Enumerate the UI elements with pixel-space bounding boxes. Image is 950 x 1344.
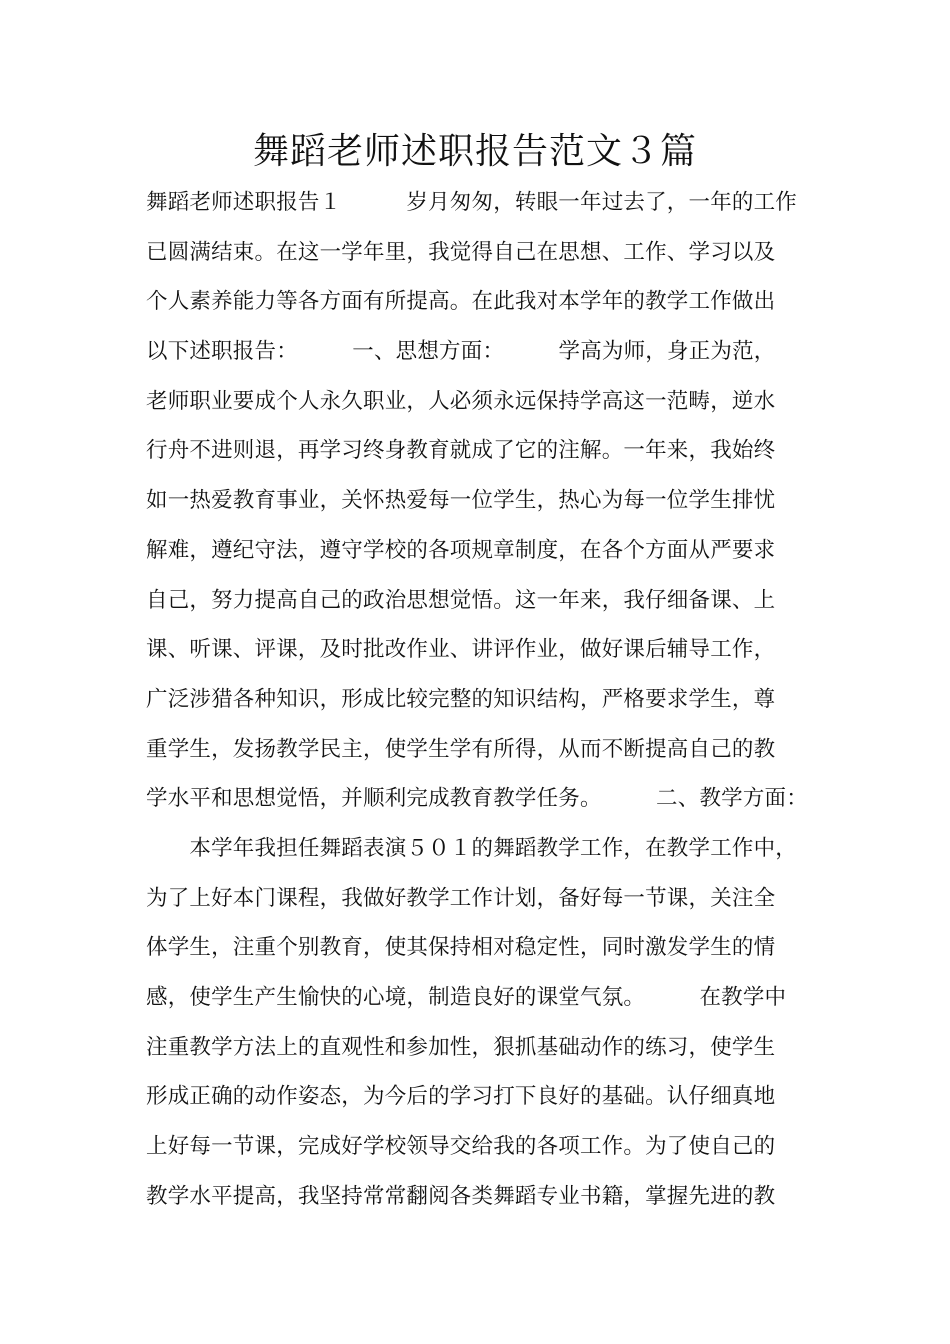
body-line: 个人素养能力等各方面有所提高。在此我对本学年的教学工作做出	[146, 289, 776, 315]
body-line: 以下述职报告： 一、思想方面： 学高为师，身正为范，	[146, 339, 776, 365]
body-line: 本学年我担任舞蹈表演５０１的舞蹈教学工作，在教学工作中，	[146, 835, 798, 861]
body-line: 广泛涉猎各种知识，形成比较完整的知识结构，严格要求学生，尊	[146, 686, 776, 712]
body-line: 体学生，注重个别教育，使其保持相对稳定性，同时激发学生的情	[146, 935, 776, 961]
body-line: 注重教学方法上的直观性和参加性，狠抓基础动作的练习，使学生	[146, 1034, 776, 1060]
body-line: 感，使学生产生愉快的心境，制造良好的课堂气氛。 在教学中	[146, 985, 787, 1010]
body-line: 舞蹈老师述职报告１ 岁月匆匆，转眼一年过去了，一年的工作	[146, 190, 798, 215]
document-title: 舞蹈老师述职报告范文３篇	[252, 131, 697, 172]
body-line: 重学生，发扬教学民主，使学生学有所得，从而不断提高自己的教	[146, 736, 776, 762]
body-line: 老师职业要成个人永久职业，人必须永远保持学高这一范畴，逆水	[146, 388, 776, 414]
body-line: 为了上好本门课程，我做好教学工作计划，备好每一节课，关注全	[146, 885, 776, 911]
body-line: 学水平和思想觉悟，并顺利完成教育教学任务。 二、教学方面：	[146, 786, 808, 812]
body-line: 解难，遵纪守法，遵守学校的各项规章制度，在各个方面从严要求	[146, 537, 776, 563]
body-line: 行舟不进则退，再学习终身教育就成了它的注解。一年来，我始终	[146, 438, 776, 464]
body-line: 已圆满结束。在这一学年里，我觉得自己在思想、工作、学习以及	[146, 239, 776, 265]
body-line: 上好每一节课，完成好学校领导交给我的各项工作。为了使自己的	[146, 1134, 776, 1160]
body-line: 课、听课、评课，及时批改作业、讲评作业，做好课后辅导工作，	[146, 637, 776, 663]
body-line: 如一热爱教育事业，关怀热爱每一位学生，热心为每一位学生排忧	[146, 488, 776, 514]
body-line: 教学水平提高，我坚持常常翻阅各类舞蹈专业书籍，掌握先进的教	[146, 1183, 776, 1209]
body-line: 形成正确的动作姿态，为今后的学习打下良好的基础。认仔细真地	[146, 1084, 776, 1110]
body-line: 自己，努力提高自己的政治思想觉悟。这一年来，我仔细备课、上	[146, 587, 776, 613]
document-body	[146, 178, 826, 1221]
